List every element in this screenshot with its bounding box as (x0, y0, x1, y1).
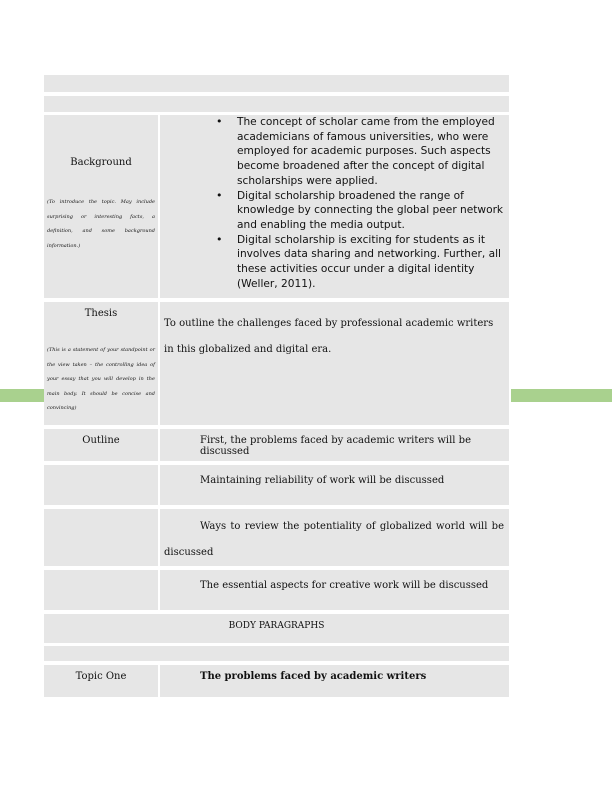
topic-one-label: Topic One (75, 671, 127, 682)
outline-point-cell (160, 509, 509, 566)
background-bullet: • The concept of scholar came from the employed academicians of famous universities, who were employed for academic purposes. Such aspects become broadened after the concept of digital scholarships were applied. (160, 115, 504, 189)
outline-label-cell-empty (44, 509, 158, 566)
thesis-text: To outline the challenges faced by professional academic writers in this globalized and digital era. (164, 318, 494, 355)
outline-point: First, the problems faced by academic writers will be discussed (200, 435, 472, 457)
background-label-cell (44, 115, 158, 298)
thesis-note: (This is a statement of your standpoint or the view taken – the controlling idea of your essay that you will develop in the main body. It should be concise and convincing) (47, 347, 155, 411)
green-band-right (511, 389, 612, 402)
outline-label-cell-empty (44, 465, 158, 505)
body-paragraphs-row (44, 614, 509, 643)
topic-one-heading: The problems faced by academic writers (200, 671, 427, 682)
empty-row-3 (44, 646, 509, 661)
outline-point-cell (160, 570, 509, 610)
topic-one-content-cell (160, 665, 509, 697)
empty-row-2 (44, 96, 509, 112)
thesis-label: Thesis (84, 308, 118, 319)
topic-one-label-cell (44, 665, 158, 697)
outline-label-cell (44, 429, 158, 461)
background-bullet: • Digital scholarship broadened the range of knowledge by connecting the global peer network and enabling the media output. (160, 189, 504, 233)
body-paragraphs-heading: BODY PARAGRAPHS (228, 621, 325, 631)
empty-row-1 (44, 75, 509, 92)
outline-point: Ways to review the potentiality of globalized world will be discussed (164, 521, 504, 558)
outline-label: Outline (82, 435, 120, 446)
background-bullet-list (160, 115, 504, 291)
outline-point-cell (160, 465, 509, 505)
thesis-content-cell (160, 302, 509, 425)
background-note: (To introduce the topic. May include surprising or interesting facts, a definition, and some background information.) (47, 199, 155, 249)
outline-point: The essential aspects for creative work will be discussed (200, 580, 489, 591)
outline-point-cell (160, 429, 509, 461)
background-content-cell (160, 115, 509, 298)
thesis-label-cell (44, 302, 158, 425)
outline-point: Maintaining reliability of work will be discussed (200, 475, 445, 486)
background-bullet: • Digital scholarship is exciting for students as it involves data sharing and networking. Further, all these activities occur under a digital identity (Weller, 2011). (160, 233, 504, 292)
background-label: Background (70, 157, 132, 168)
outline-label-cell-empty (44, 570, 158, 610)
green-band-left (0, 389, 44, 402)
